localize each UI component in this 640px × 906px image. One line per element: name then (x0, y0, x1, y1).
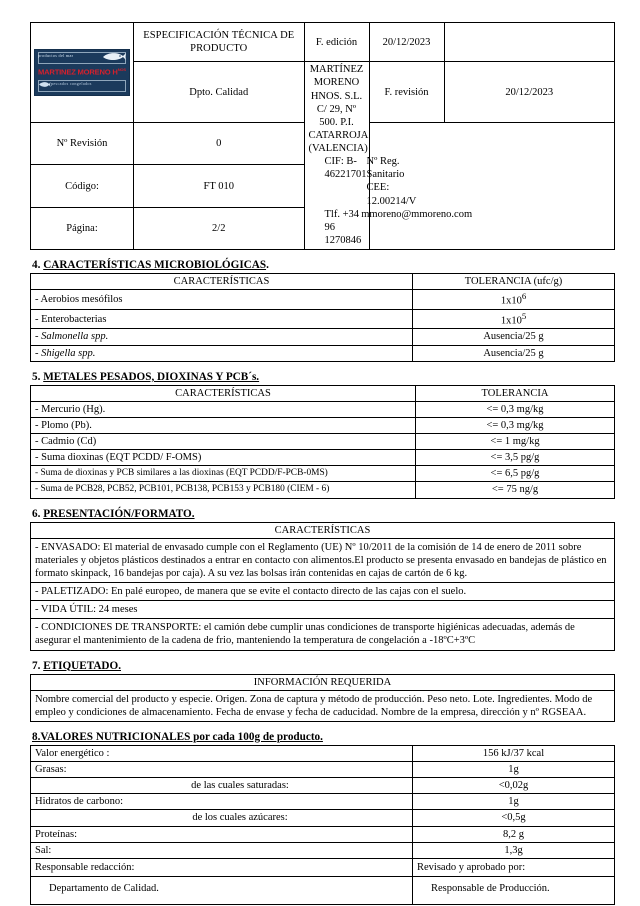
row-name: - Suma dioxinas (EQT PCDD/ F-OMS) (31, 450, 416, 466)
company-email: mmoreno@mmoreno.com (361, 208, 473, 220)
section-4-table (30, 273, 615, 362)
section-6-heading (32, 508, 615, 520)
table-row (31, 450, 615, 466)
section-5-table (30, 385, 615, 499)
row-name: - Suma de dioxinas y PCB similares a las dioxinas (EQT PCDD/F-PCB-0MS) (31, 466, 416, 482)
table-row (31, 417, 615, 433)
table-header-row (31, 274, 615, 290)
table-row (31, 538, 615, 582)
row-value: <= 0,3 mg/kg (416, 417, 615, 433)
document-title: ESPECIFICACIÓN TÉCNICA DE PRODUCTO (134, 23, 305, 62)
document-page (30, 22, 615, 905)
row-name: - Mercurio (Hg). (31, 401, 416, 417)
table-header-row (31, 522, 615, 538)
row-value: Ausencia/25 g (413, 345, 615, 361)
responsable-redaccion-value: Departamento de Calidad. (31, 876, 413, 904)
row-value: Ausencia/25 g (413, 329, 615, 345)
table-row (31, 290, 615, 310)
section-8-number: 8. (32, 730, 41, 743)
column-header-tolerancia: TOLERANCIA (ufc/g) (413, 274, 615, 290)
table-row (31, 810, 615, 826)
row-value-text: 1x10 (500, 315, 522, 327)
table-row (31, 690, 615, 721)
nutrient-name: Grasas: (31, 762, 413, 778)
envasado-text: - ENVASADO: El material de envasado cumple con el Reglamento (UE) Nº 10/2011 de la comisión de 14 de enero de 2011 sobre materiales y objetos plásticos destinados a entrar en contacto con alimentos.El producto se presenta envasado en bandejas de plástico en formato skinpack, 16 bandejas por caja). A su vez las bolsas irán contenidas en cajas de cartón de 6 kg. (31, 538, 615, 582)
section-8-table (30, 745, 615, 905)
document-header (30, 22, 615, 250)
row-value-text: 1x10 (500, 295, 522, 307)
meta-label-pagina: Página: (31, 207, 134, 249)
meta-label-codigo: Código: (31, 165, 134, 207)
nutrient-name: Sal: (31, 842, 413, 858)
company-cif: CIF: B-46221701 (324, 156, 367, 181)
table-row (31, 345, 615, 361)
nutrient-name: Valor energético : (31, 745, 413, 761)
row-name: - Salmonella spp. (31, 329, 413, 345)
nutrient-value: 1g (413, 794, 615, 810)
meta-label-f-edicion: F. edición (304, 23, 369, 62)
responsable-redaccion-label: Responsable redacción: (31, 858, 413, 876)
nutrient-name: de las cuales saturadas: (31, 778, 413, 794)
section-4-heading (32, 259, 615, 271)
section-6-table (30, 522, 615, 651)
section-7-title: ETIQUETADO. (43, 659, 121, 672)
nutrient-name: de los cuales azúcares: (31, 810, 413, 826)
table-row (31, 619, 615, 650)
row-value-exponent: 5 (521, 310, 527, 321)
table-row (31, 745, 615, 761)
table-row (31, 482, 615, 498)
table-row (31, 826, 615, 842)
table-header-row (31, 674, 615, 690)
table-row (31, 601, 615, 619)
column-header-caracteristicas: CARACTERÍSTICAS (31, 522, 615, 538)
section-5-title: METALES PESADOS, DIOXINAS Y PCB´s. (43, 370, 260, 383)
nutrient-name: Hidratos de carbono: (31, 794, 413, 810)
company-sanitary-reg: Nº Reg. Sanitario CEE: 12.00214/V (366, 156, 417, 207)
informacion-requerida-text: Nombre comercial del producto y especie. Origen. Zona de captura y método de producción. Peso neto. Lote. Ingredientes. Modo de empleo y condiciones de almacenamiento. Fecha de envase y fecha de caducidad. Nombre de la empresa, dirección y nº RGSEAA. (31, 690, 615, 721)
condiciones-transporte-text: - CONDICIONES DE TRANSPORTE: el camión debe cumplir unas condiciones de transporte higiénicas adecuadas, además de asegurar el mantenimiento de la cadena de frio, manteniendo la temperatura de congelación a -18ºC+3ºC (31, 619, 615, 650)
table-row (31, 842, 615, 858)
revisado-aprobado-value: Responsable de Producción. (413, 876, 615, 904)
section-8-heading (32, 731, 615, 743)
company-phone: Tlf. +34 96 1270846 (324, 208, 362, 246)
row-value: <= 0,3 mg/kg (416, 401, 615, 417)
meta-value-n-revision: 0 (134, 123, 305, 165)
row-name: - Plomo (Pb). (31, 417, 416, 433)
column-header-caracteristicas: CARACTERÍSTICAS (31, 274, 413, 290)
logo-brand-sup: NOS (117, 67, 126, 73)
meta-label-n-revision: Nº Revisión (31, 123, 134, 165)
nutrient-value: <0,5g (413, 810, 615, 826)
nutrient-value: 1g (413, 762, 615, 778)
row-value (413, 290, 615, 310)
table-header-row (31, 385, 615, 401)
table-row (31, 401, 615, 417)
section-8-title: VALORES NUTRICIONALES (40, 730, 191, 743)
row-name: - Aerobios mesófilos (31, 290, 413, 310)
section-7-table (30, 674, 615, 722)
row-value: <= 75 ng/g (416, 482, 615, 498)
column-header-tolerancia: TOLERANCIA (416, 385, 615, 401)
dpto-calidad-label: Dpto. Calidad (134, 62, 305, 123)
table-row (31, 794, 615, 810)
row-value: <= 3,5 pg/g (416, 450, 615, 466)
row-name: - Shigella spp. (31, 345, 413, 361)
signature-value-row (31, 876, 615, 904)
row-name: - Enterobacterias (31, 309, 413, 329)
table-row (31, 778, 615, 794)
column-header-informacion-requerida: INFORMACIÓN REQUERIDA (31, 674, 615, 690)
section-5-heading (32, 371, 615, 383)
meta-value-codigo: FT 010 (134, 165, 305, 207)
logo-bottom-text: pescados congelados (51, 81, 92, 87)
section-4-number: 4. (32, 259, 41, 271)
logo-brand-text (38, 67, 126, 77)
nutrient-value: 156 kJ/37 kcal (413, 745, 615, 761)
row-value: <= 6,5 pg/g (416, 466, 615, 482)
meta-label-f-revision: F. revisión (369, 62, 444, 123)
company-logo (34, 49, 130, 96)
header-row-top (31, 23, 615, 62)
section-6-title: PRESENTACIÓN/FORMATO. (43, 507, 195, 520)
table-row (31, 583, 615, 601)
fish-small-icon (38, 80, 51, 89)
logo-top-text: productos del mar (38, 53, 74, 59)
nutrient-value: 8,2 g (413, 826, 615, 842)
paletizado-text: - PALETIZADO: En palé europeo, de manera que se evite el contacto directo de las cajas con el suelo. (31, 583, 615, 601)
nutrient-name: Proteínas: (31, 826, 413, 842)
row-name: - Cadmio (Cd) (31, 434, 416, 450)
table-row (31, 762, 615, 778)
row-value (413, 309, 615, 329)
row-name: - Suma de PCB28, PCB52, PCB101, PCB138, PCB153 y PCB180 (CIEM - 6) (31, 482, 416, 498)
meta-value-pagina: 2/2 (134, 207, 305, 249)
section-4-title-tail: . (266, 259, 269, 271)
section-8-title-rest: por cada 100g de producto. (190, 730, 323, 743)
signature-label-row (31, 858, 615, 876)
fish-icon (101, 51, 127, 62)
nutrient-value: 1,3g (413, 842, 615, 858)
section-4-title: CARACTERÍSTICAS MICROBIOLÓGICAS (43, 259, 267, 271)
company-logo-cell (31, 23, 134, 123)
meta-value-f-revision: 20/12/2023 (444, 62, 615, 123)
row-value: <= 1 mg/kg (416, 434, 615, 450)
logo-brand-main: MARTINEZ MORENO H (38, 67, 118, 77)
row-value-exponent: 6 (521, 291, 527, 302)
column-header-caracteristicas: CARACTERÍSTICAS (31, 385, 416, 401)
meta-value-f-edicion: 20/12/2023 (369, 23, 444, 62)
revisado-aprobado-label: Revisado y aprobado por: (413, 858, 615, 876)
nutrient-value: <0,02g (413, 778, 615, 794)
section-7-heading (32, 660, 615, 672)
company-name: MARTÍNEZ MORENO HNOS. S.L. (309, 64, 364, 102)
table-row (31, 309, 615, 329)
vida-util-text: - VIDA ÚTIL: 24 meses (31, 601, 615, 619)
table-row (31, 329, 615, 345)
section-7-number: 7. (32, 659, 41, 672)
section-5-number: 5. (32, 370, 41, 383)
table-row (31, 466, 615, 482)
table-row (31, 434, 615, 450)
section-6-number: 6. (32, 507, 41, 520)
company-address: C/ 29, Nº 500. P.I. CATARROJA (VALENCIA) (308, 103, 369, 154)
